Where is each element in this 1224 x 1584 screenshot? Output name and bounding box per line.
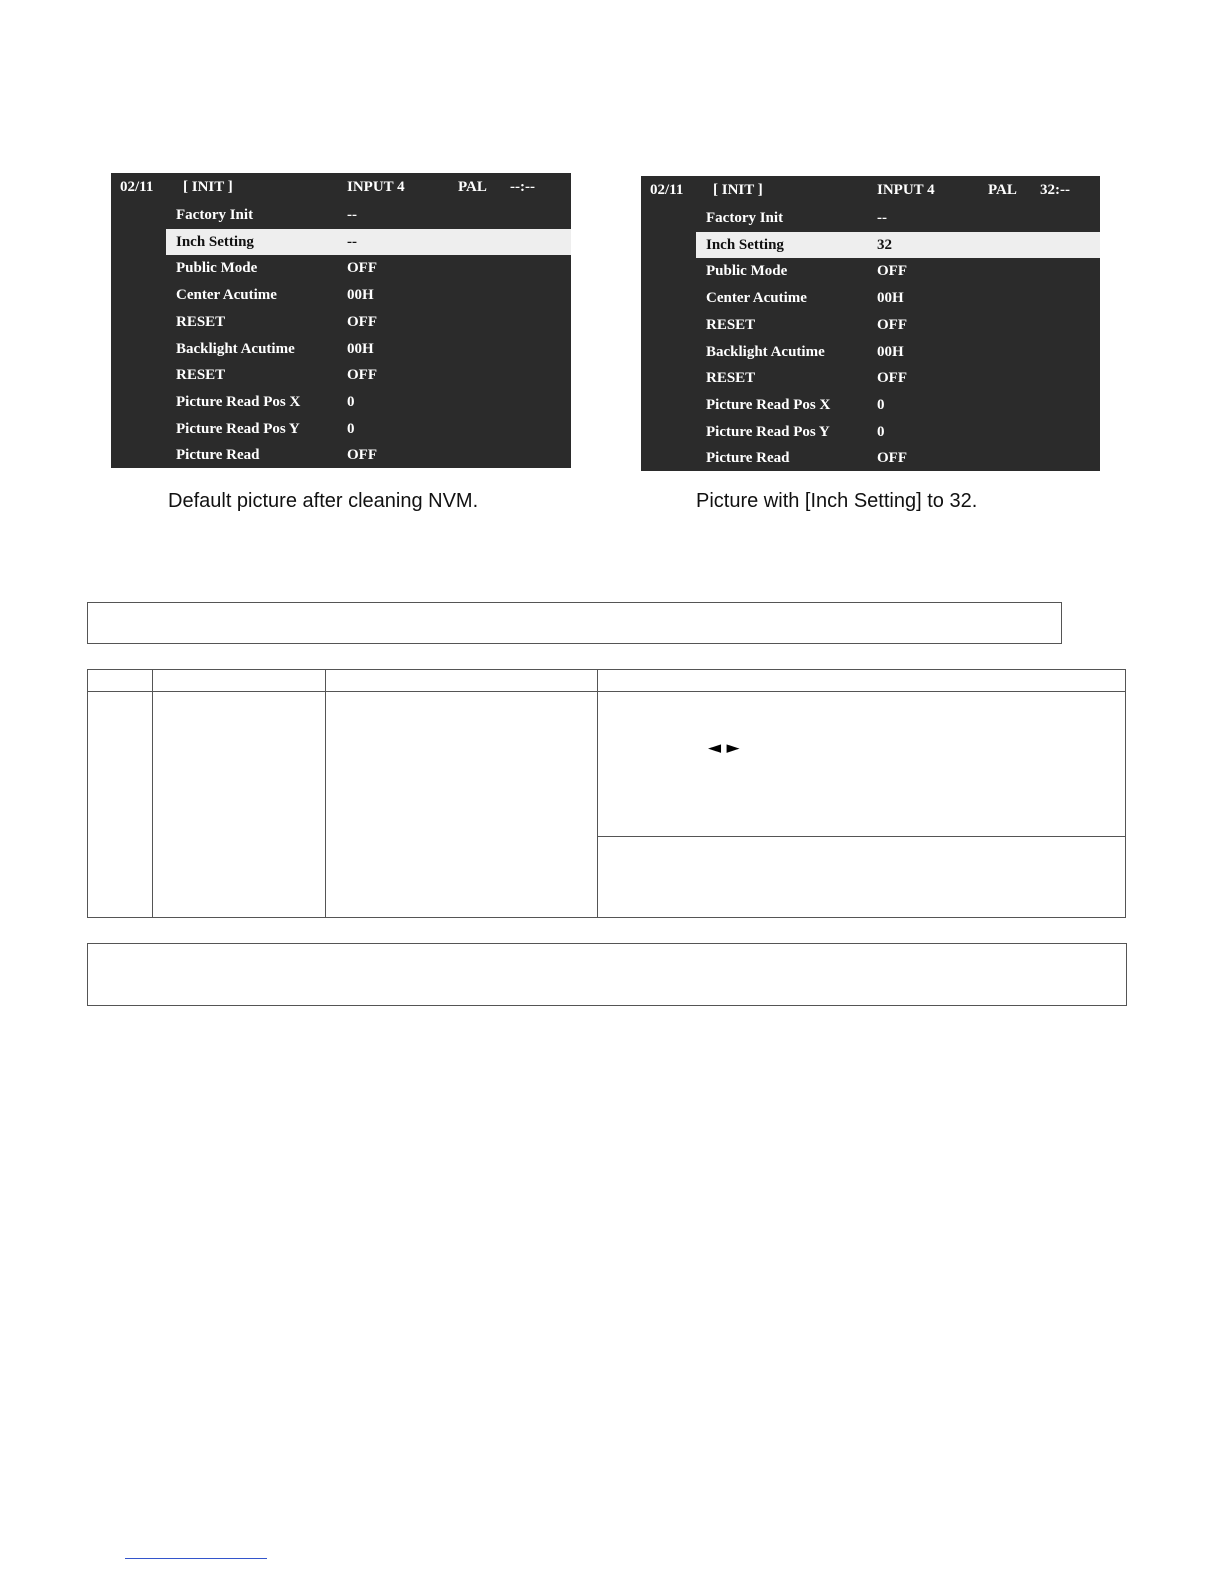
osd-item-label: Center Acutime [706, 290, 807, 307]
osd-item-label: Factory Init [176, 207, 254, 223]
osd-item-factory-init[interactable] [166, 202, 571, 229]
osd-color-system: PAL [458, 179, 487, 195]
osd-item-label: RESET [706, 370, 756, 387]
table-header-divider [88, 691, 1125, 692]
osd-item-reset[interactable] [166, 362, 571, 389]
osd-page-indicator: 02/11 [120, 179, 154, 195]
osd-item-value: OFF [877, 316, 907, 333]
osd-item-value: OFF [347, 313, 377, 330]
osd-item-value: 0 [347, 393, 355, 410]
osd-item-center-acutime[interactable] [696, 285, 1100, 312]
osd-item-value: OFF [877, 263, 907, 280]
osd-input-source: INPUT 4 [347, 179, 405, 195]
osd-screen-inch-32 [641, 176, 1100, 471]
note-box [87, 943, 1127, 1006]
osd-item-value: 0 [877, 423, 885, 440]
osd-item-value: OFF [877, 370, 907, 387]
osd-item-inch-setting[interactable] [696, 232, 1100, 259]
osd-item-label: Picture Read Pos Y [706, 423, 830, 440]
osd-header [641, 176, 1100, 205]
osd-item-reset[interactable] [696, 312, 1100, 339]
osd-item-label: Picture Read [706, 450, 790, 467]
osd-item-label: Picture Read Pos X [706, 396, 831, 413]
osd-item-value: 00H [347, 287, 374, 304]
table-column-divider [325, 670, 326, 917]
osd-header [111, 173, 571, 202]
osd-item-label: Backlight Acutime [176, 340, 295, 357]
footer-link-underline [125, 1558, 267, 1559]
osd-item-value: OFF [347, 447, 377, 464]
procedure-table [87, 669, 1126, 918]
osd-item-public-mode[interactable] [696, 258, 1100, 285]
osd-item-value: -- [877, 210, 887, 226]
osd-item-value: 32 [877, 236, 892, 253]
caption-inch-setting-32: Picture with [Inch Setting] to 32. [696, 490, 978, 512]
osd-item-value: -- [347, 233, 357, 250]
osd-item-label: Picture Read Pos X [176, 393, 301, 410]
osd-item-label: Picture Read [176, 447, 260, 464]
osd-item-label: Backlight Acutime [706, 343, 825, 360]
osd-page-indicator: 02/11 [650, 182, 684, 198]
osd-item-label: RESET [176, 367, 226, 384]
osd-item-value: 0 [877, 396, 885, 413]
osd-item-value: OFF [347, 260, 377, 277]
caption-default-picture: Default picture after cleaning NVM. [168, 490, 479, 512]
osd-item-value: -- [347, 207, 357, 223]
table-column-divider [152, 670, 153, 917]
osd-menu-title: [ INIT ] [183, 179, 233, 195]
osd-item-picture-read-pos-y[interactable] [696, 419, 1100, 446]
osd-item-center-acutime[interactable] [166, 282, 571, 309]
osd-item-reset[interactable] [696, 365, 1100, 392]
osd-item-picture-read[interactable] [166, 442, 571, 469]
osd-item-label: Public Mode [176, 260, 258, 277]
osd-item-reset[interactable] [166, 309, 571, 336]
osd-item-inch-setting[interactable] [166, 229, 571, 256]
osd-time: --:-- [510, 179, 535, 195]
table-column-divider [597, 670, 598, 917]
osd-item-backlight-acutime[interactable] [166, 336, 571, 363]
osd-time: 32:-- [1040, 182, 1070, 198]
osd-item-label: Public Mode [706, 263, 788, 280]
note-box [87, 602, 1062, 644]
osd-item-picture-read[interactable] [696, 445, 1100, 472]
osd-item-label: Inch Setting [706, 236, 784, 253]
osd-item-value: 0 [347, 420, 355, 437]
osd-item-factory-init[interactable] [696, 205, 1100, 232]
osd-item-value: 00H [877, 343, 904, 360]
osd-item-label: Picture Read Pos Y [176, 420, 300, 437]
osd-item-picture-read-pos-x[interactable] [166, 389, 571, 416]
osd-item-label: Factory Init [706, 210, 784, 226]
osd-item-value: OFF [877, 450, 907, 467]
osd-color-system: PAL [988, 182, 1017, 198]
osd-item-picture-read-pos-y[interactable] [166, 416, 571, 443]
osd-item-public-mode[interactable] [166, 255, 571, 282]
table-cell-divider [597, 836, 1125, 837]
osd-item-value: OFF [347, 367, 377, 384]
osd-input-source: INPUT 4 [877, 182, 935, 198]
osd-screen-default [111, 173, 571, 468]
osd-item-label: Center Acutime [176, 287, 277, 304]
osd-item-label: RESET [176, 313, 226, 330]
osd-menu-title: [ INIT ] [713, 182, 763, 198]
osd-item-backlight-acutime[interactable] [696, 339, 1100, 366]
osd-item-value: 00H [347, 340, 374, 357]
left-right-arrow-icon: ◄ ► [708, 738, 740, 758]
osd-item-picture-read-pos-x[interactable] [696, 392, 1100, 419]
osd-item-label: Inch Setting [176, 233, 254, 250]
osd-item-value: 00H [877, 290, 904, 307]
osd-item-label: RESET [706, 316, 756, 333]
